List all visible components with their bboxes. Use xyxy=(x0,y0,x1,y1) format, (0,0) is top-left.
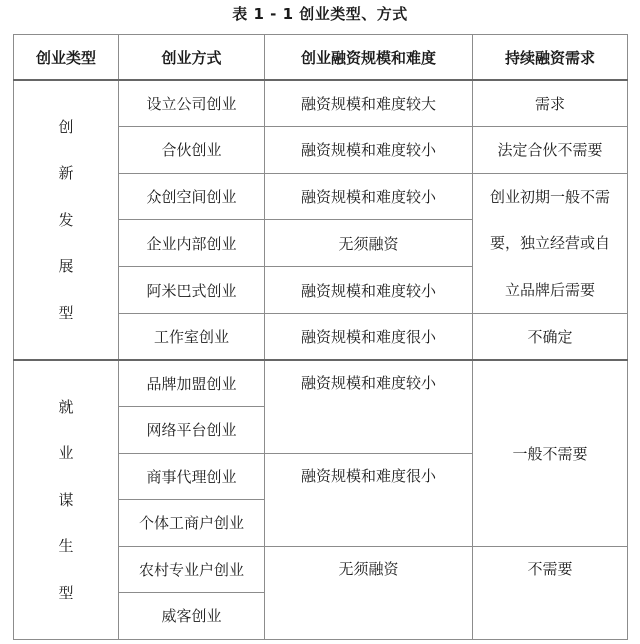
need-cell: 需求 xyxy=(473,80,628,127)
group-label-char: 展 xyxy=(58,257,74,276)
scale-cell: 融资规模和难度很小 xyxy=(265,453,473,546)
need-cell: 一般不需要 xyxy=(473,360,628,546)
method-cell: 个体工商户创业 xyxy=(119,500,265,547)
header-venture-method: 创业方式 xyxy=(119,35,265,81)
header-venture-type: 创业类型 xyxy=(14,35,119,81)
group-label-char: 业 xyxy=(58,444,74,462)
scale-cell: 融资规模和难度很小 xyxy=(265,314,473,361)
group-label-char: 创 xyxy=(58,117,74,136)
need-cell: 不需要 xyxy=(473,546,628,639)
group-label-char: 发 xyxy=(58,210,74,229)
method-cell: 阿米巴式创业 xyxy=(119,267,265,314)
need-line: 创业初期一般不需 xyxy=(489,187,610,206)
group-label-char: 型 xyxy=(58,303,74,322)
need-cell: 法定合伙不需要 xyxy=(473,127,628,174)
need-cell: 不确定 xyxy=(473,314,628,361)
need-line: 要，独立经营或自 xyxy=(489,234,610,252)
scale-cell: 融资规模和难度较小 xyxy=(265,360,473,453)
method-cell: 网络平台创业 xyxy=(119,407,265,454)
method-cell: 商事代理创业 xyxy=(119,453,265,500)
method-cell: 工作室创业 xyxy=(119,314,265,361)
scale-cell: 无须融资 xyxy=(265,546,473,639)
header-continuous-financing: 持续融资需求 xyxy=(473,35,628,81)
group-label-char: 型 xyxy=(58,583,74,602)
group-label-char: 生 xyxy=(58,537,74,555)
method-cell: 农村专业户创业 xyxy=(119,546,265,593)
method-cell: 设立公司创业 xyxy=(119,80,265,127)
need-cell-merged xyxy=(473,173,628,314)
header-financing-scale: 创业融资规模和难度 xyxy=(265,35,473,81)
scale-cell: 融资规模和难度较大 xyxy=(265,80,473,127)
method-cell: 品牌加盟创业 xyxy=(119,360,265,407)
scale-cell: 融资规模和难度较小 xyxy=(265,127,473,174)
table-row xyxy=(14,360,628,407)
group-label-char: 就 xyxy=(58,397,74,416)
table-title: 表 1 - 1 创业类型、方式 xyxy=(232,5,408,23)
need-line: 立品牌后需要 xyxy=(504,280,595,299)
scale-cell: 融资规模和难度较小 xyxy=(265,267,473,314)
method-cell: 众创空间创业 xyxy=(119,173,265,220)
group-label-innovation xyxy=(14,80,119,360)
table-row xyxy=(14,80,628,127)
group-label-char: 新 xyxy=(58,164,74,183)
group-label-char: 谋 xyxy=(58,490,74,509)
scale-cell: 无须融资 xyxy=(265,220,473,267)
header-row xyxy=(14,35,628,81)
method-cell: 合伙创业 xyxy=(119,127,265,174)
venture-type-table xyxy=(13,34,628,640)
scale-cell: 融资规模和难度较小 xyxy=(265,173,473,220)
group-label-livelihood xyxy=(14,360,119,639)
method-cell: 威客创业 xyxy=(119,593,265,640)
method-cell: 企业内部创业 xyxy=(119,220,265,267)
